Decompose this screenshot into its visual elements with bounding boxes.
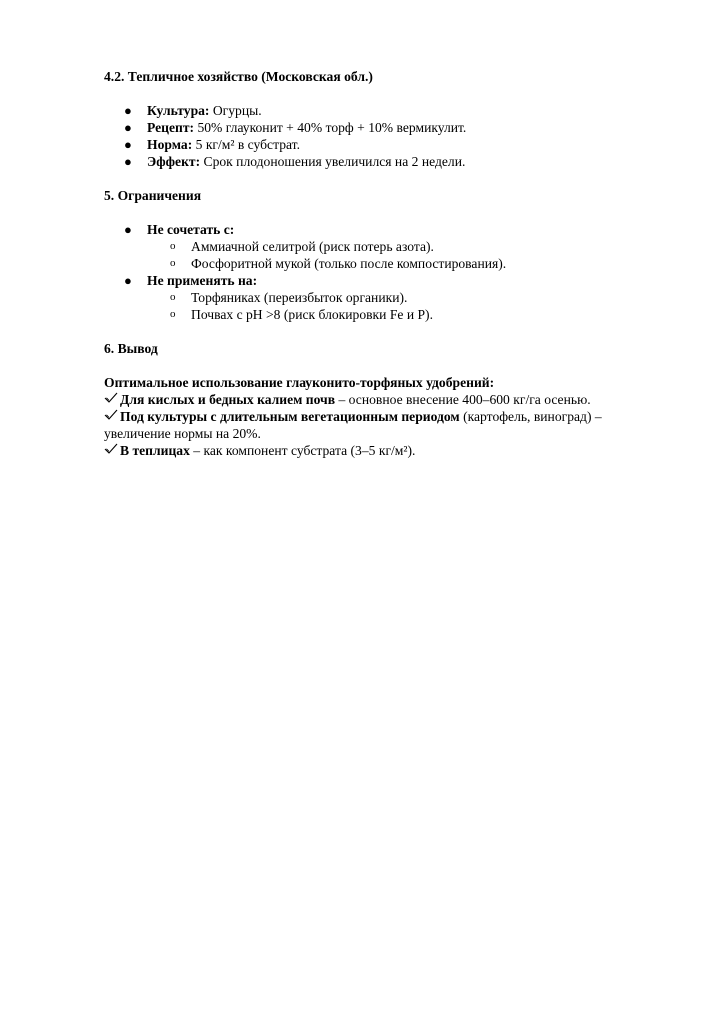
bullet-icon: ● (124, 120, 132, 135)
bullet-icon: ● (124, 222, 132, 237)
bullet-icon: ● (124, 137, 132, 152)
section-5-list-2 (104, 272, 664, 289)
sub-list-item: o Фосфоритной мукой (только после компостирования). (170, 256, 507, 271)
section-4-2-heading: 4.2. Тепличное хозяйство (Московская обл.) (104, 69, 373, 84)
check-icon (104, 442, 120, 459)
list-item: ● Не сочетать с: (124, 222, 235, 237)
bullet-icon: ● (124, 273, 132, 288)
section-6-heading: 6. Вывод (104, 341, 158, 356)
sub-list-item: o Почвах с pH >8 (риск блокировки Fe и P). (170, 307, 433, 322)
circle-bullet-icon: o (170, 291, 176, 303)
conclusion-line: Под культуры с длительным вегетационным периодом (картофель, виноград) – (104, 408, 664, 425)
list-item: ● Норма: 5 кг/м² в субстрат. (124, 137, 300, 152)
section-5-list (104, 221, 664, 238)
sub-list-item: o Аммиачной селитрой (риск потерь азота). (170, 239, 434, 254)
conclusion-line: Для кислых и бедных калием почв – основное внесение 400–600 кг/га осенью. (104, 391, 664, 408)
section-6-subtitle: Оптимальное использование глауконито-торфяных удобрений: (104, 375, 495, 390)
list-item: ● Рецепт: 50% глауконит + 40% торф + 10% вермикулит. (124, 120, 467, 135)
circle-bullet-icon: o (170, 257, 176, 269)
section-5-heading: 5. Ограничения (104, 188, 202, 203)
list-item: ● Не применять на: (124, 273, 258, 288)
circle-bullet-icon: o (170, 308, 176, 320)
sub-list (104, 289, 664, 323)
check-icon (104, 391, 120, 408)
list-item: ● Эффект: Срок плодоношения увеличился на 2 недели. (124, 154, 466, 169)
document-page (104, 68, 664, 459)
conclusion-line-continued: увеличение нормы на 20%. (104, 426, 261, 441)
check-icon (104, 408, 120, 425)
bullet-icon: ● (124, 154, 132, 169)
sub-list (104, 238, 664, 272)
bullet-icon: ● (124, 103, 132, 118)
sub-list-item: o Торфяниках (переизбыток органики). (170, 290, 408, 305)
circle-bullet-icon: o (170, 240, 176, 252)
section-4-2-list (104, 102, 664, 170)
list-item: ● Культура: Огурцы. (124, 103, 262, 118)
conclusion-line: В теплицах – как компонент субстрата (3–5 кг/м²). (104, 442, 664, 459)
